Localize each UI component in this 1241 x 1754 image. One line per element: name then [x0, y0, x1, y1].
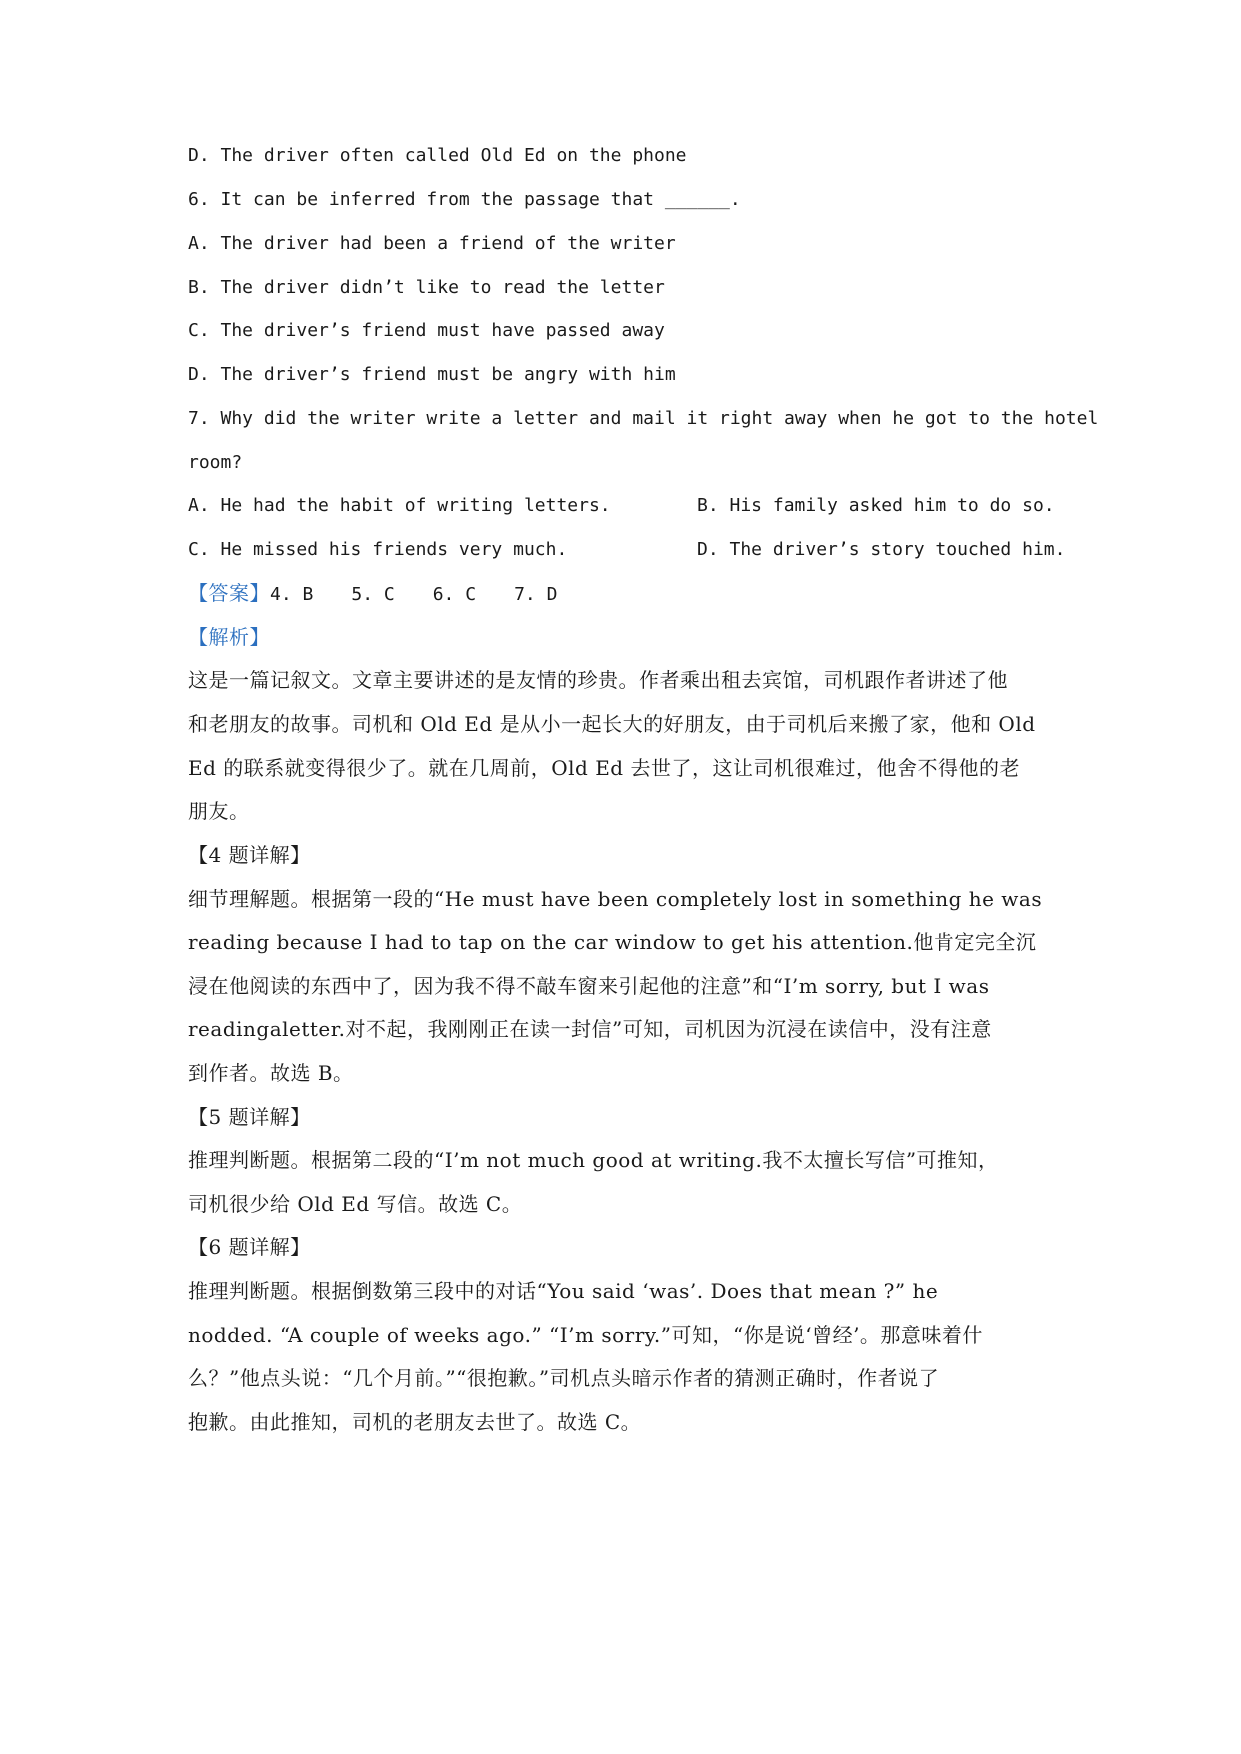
- detail4-line: 到作者。故选 B。: [188, 1061, 354, 1085]
- q6-option-a: A. The driver had been a friend of the writer: [188, 233, 676, 254]
- q6-stem: 6. It can be inferred from the passage that ______.: [188, 189, 741, 210]
- q7-options-row2: [188, 537, 1088, 563]
- detail5-line: 推理判断题。根据第二段的“I’m not much good at writing.我不太擅长写信”可推知，: [188, 1148, 999, 1172]
- detail4-label: 【4 题详解】: [188, 843, 311, 867]
- q7-option-b: B. His family asked him to do so.: [697, 495, 1055, 516]
- q7-option-a: A. He had the habit of writing letters.: [188, 495, 611, 516]
- detail4-line: readingaletter.对不起，我刚刚正在读一封信”可知，司机因为沉浸在读信中，没有注意: [188, 1017, 992, 1041]
- q6-option-c: C. The driver’s friend must have passed away: [188, 320, 665, 341]
- q7-options-row1: [188, 493, 1088, 519]
- answer-label: 【答案】: [188, 581, 270, 605]
- q7-option-d: D. The driver’s story touched him.: [697, 539, 1066, 560]
- detail6-line: 抱歉。由此推知，司机的老朋友去世了。故选 C。: [188, 1410, 642, 1434]
- answer-item: 7. D: [514, 584, 558, 605]
- detail6-label: 【6 题详解】: [188, 1235, 311, 1259]
- analysis-line: Ed 的联系就变得很少了。就在几周前，Old Ed 去世了，这让司机很难过，他舍不得他的老: [188, 756, 1020, 780]
- detail4-line: 细节理解题。根据第一段的“He must have been completely lost in something he was: [188, 887, 1043, 911]
- detail5-line: 司机很少给 Old Ed 写信。故选 C。: [188, 1192, 523, 1216]
- q6-option-d: D. The driver’s friend must be angry with him: [188, 364, 676, 385]
- q5-option-d: D. The driver often called Old Ed on the phone: [188, 145, 687, 166]
- analysis-label: 【解析】: [188, 625, 270, 649]
- detail6-line: 么？”他点头说：“几个月前。”“很抱歉。”司机点头暗示作者的猜测正确时，作者说了: [188, 1366, 940, 1390]
- q6-option-b: B. The driver didn’t like to read the letter: [188, 277, 665, 298]
- answer-item: 6. C: [432, 584, 477, 605]
- q7-option-c: C. He missed his friends very much.: [188, 539, 568, 560]
- detail4-line: reading because I had to tap on the car window to get his attention.他肯定完全沉: [188, 930, 1037, 954]
- q7-stem-line1: 7. Why did the writer write a letter and mail it right away when he got to the hotel: [188, 408, 1099, 429]
- detail5-label: 【5 题详解】: [188, 1105, 311, 1129]
- answer-item: 4. B: [270, 584, 314, 605]
- detail4-line: 浸在他阅读的东西中了，因为我不得不敲车窗来引起他的注意”和“I’m sorry, but I was: [188, 974, 990, 998]
- analysis-line: 和老朋友的故事。司机和 Old Ed 是从小一起长大的好朋友，由于司机后来搬了家，他和 Old: [188, 712, 1036, 736]
- q7-stem-line2: room?: [188, 452, 243, 473]
- analysis-line: 朋友。: [188, 799, 250, 823]
- detail6-line: 推理判断题。根据倒数第三段中的对话“You said ‘was’. Does that mean ?” he: [188, 1279, 939, 1303]
- detail6-line: nodded. “A couple of weeks ago.” “I’m sorry.”可知，“你是说‘曾经’。那意味着什: [188, 1323, 983, 1347]
- answer-item: 5. C: [351, 584, 395, 605]
- answer-line: [188, 580, 1088, 606]
- analysis-line: 这是一篇记叙文。文章主要讲述的是友情的珍贵。作者乘出租去宾馆，司机跟作者讲述了他: [188, 668, 1008, 692]
